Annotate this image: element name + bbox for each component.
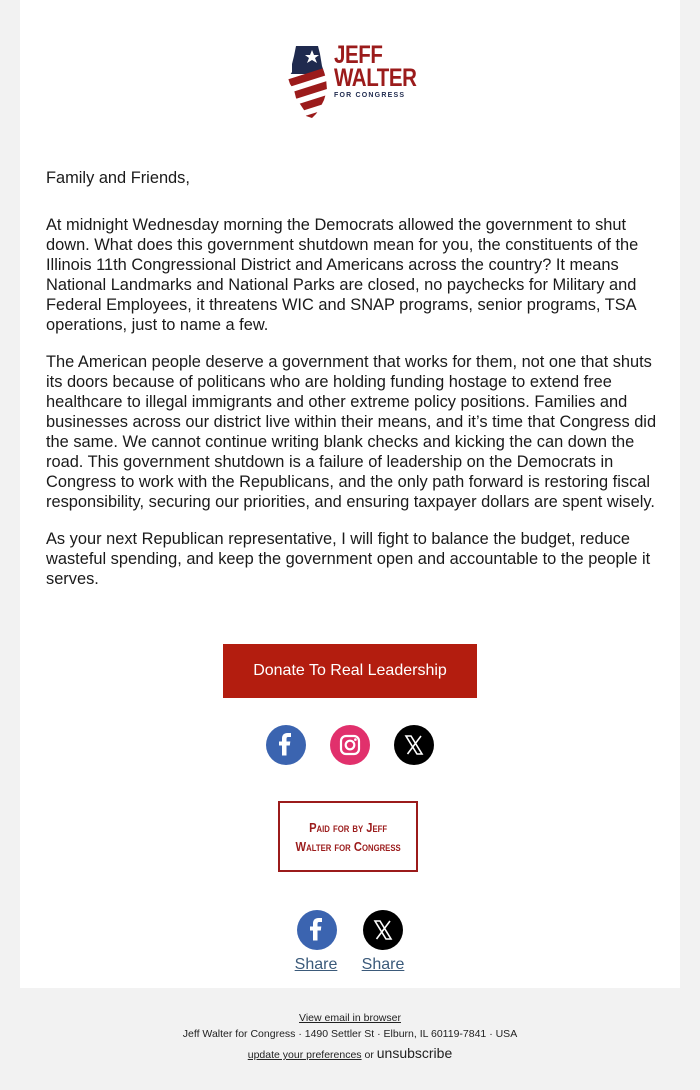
instagram-camera-glyph (330, 725, 370, 765)
view-in-browser-link[interactable]: View email in browser (299, 1012, 401, 1024)
x-logo-glyph (394, 725, 434, 765)
donate-button[interactable]: Donate To Real Leadership (223, 644, 477, 698)
x-icon[interactable] (394, 725, 434, 765)
footer-address: Jeff Walter for Congress · 1490 Settler St · Elburn, IL 60119-7841 · USA (182, 1028, 518, 1040)
paragraph-1: At midnight Wednesday morning the Democrats allowed the government to shut down. What does this government shutdown mean for you, the constituents of the Illinois 11th Congressional District and Americans across the country? It means National Landmarks and National Parks are closed, no paychecks for Military and Federal Employees, it threatens WIC and SNAP programs, senior programs, TSA operations, just to name a few. (46, 216, 639, 334)
share-x-icon[interactable] (363, 910, 403, 950)
unsubscribe-link[interactable]: unsubscribe (376, 1045, 453, 1061)
campaign-logo (286, 41, 417, 120)
paragraph-2: The American people deserve a government that works for them, not one that shuts its doors because of politicans who are holding funding hostage to extend free healthcare to illegal immigrants and other extreme policy positions. Families and businesses across our district live within their means, and it’s time that Congress did the same. We cannot continue writing blank checks and kicking the can down the road. This government shutdown is a failure of leadership on the Democrats in Congress to work with the Republicans, and the only path forward is restoring fiscal responsibility, securing our priorities, and ensuring taxpayer dollars are spent wisely. (46, 353, 657, 511)
illinois-flag-icon (286, 44, 330, 120)
disclaimer-line-1: Paid for by Jeff (308, 819, 388, 835)
disclaimer-line-2: Walter for Congress (295, 838, 401, 854)
share-x-link[interactable]: Share (361, 956, 405, 973)
logo-wordmark (334, 41, 435, 99)
logo-subtitle: FOR CONGRESS (334, 92, 406, 99)
instagram-icon[interactable] (330, 725, 370, 765)
facebook-f-glyph (297, 910, 337, 950)
logo-name: JEFF WALTER (334, 41, 417, 92)
email-footer (0, 1010, 700, 1061)
footer-or-text: or (364, 1049, 374, 1061)
share-facebook-link[interactable]: Share (294, 956, 338, 973)
greeting: Family and Friends, (46, 169, 190, 187)
x-logo-glyph (363, 910, 403, 950)
facebook-icon[interactable] (266, 725, 306, 765)
email-body (46, 168, 658, 606)
facebook-f-glyph (266, 725, 306, 765)
email-card (20, 0, 680, 988)
paragraph-3: As your next Republican representative, I will fight to balance the budget, reduce wasteful spending, and keep the government open and accountable to the people it serves. (46, 530, 651, 588)
paid-for-disclaimer (278, 801, 418, 872)
update-preferences-link[interactable]: update your preferences (247, 1049, 362, 1061)
share-facebook-icon[interactable] (297, 910, 337, 950)
